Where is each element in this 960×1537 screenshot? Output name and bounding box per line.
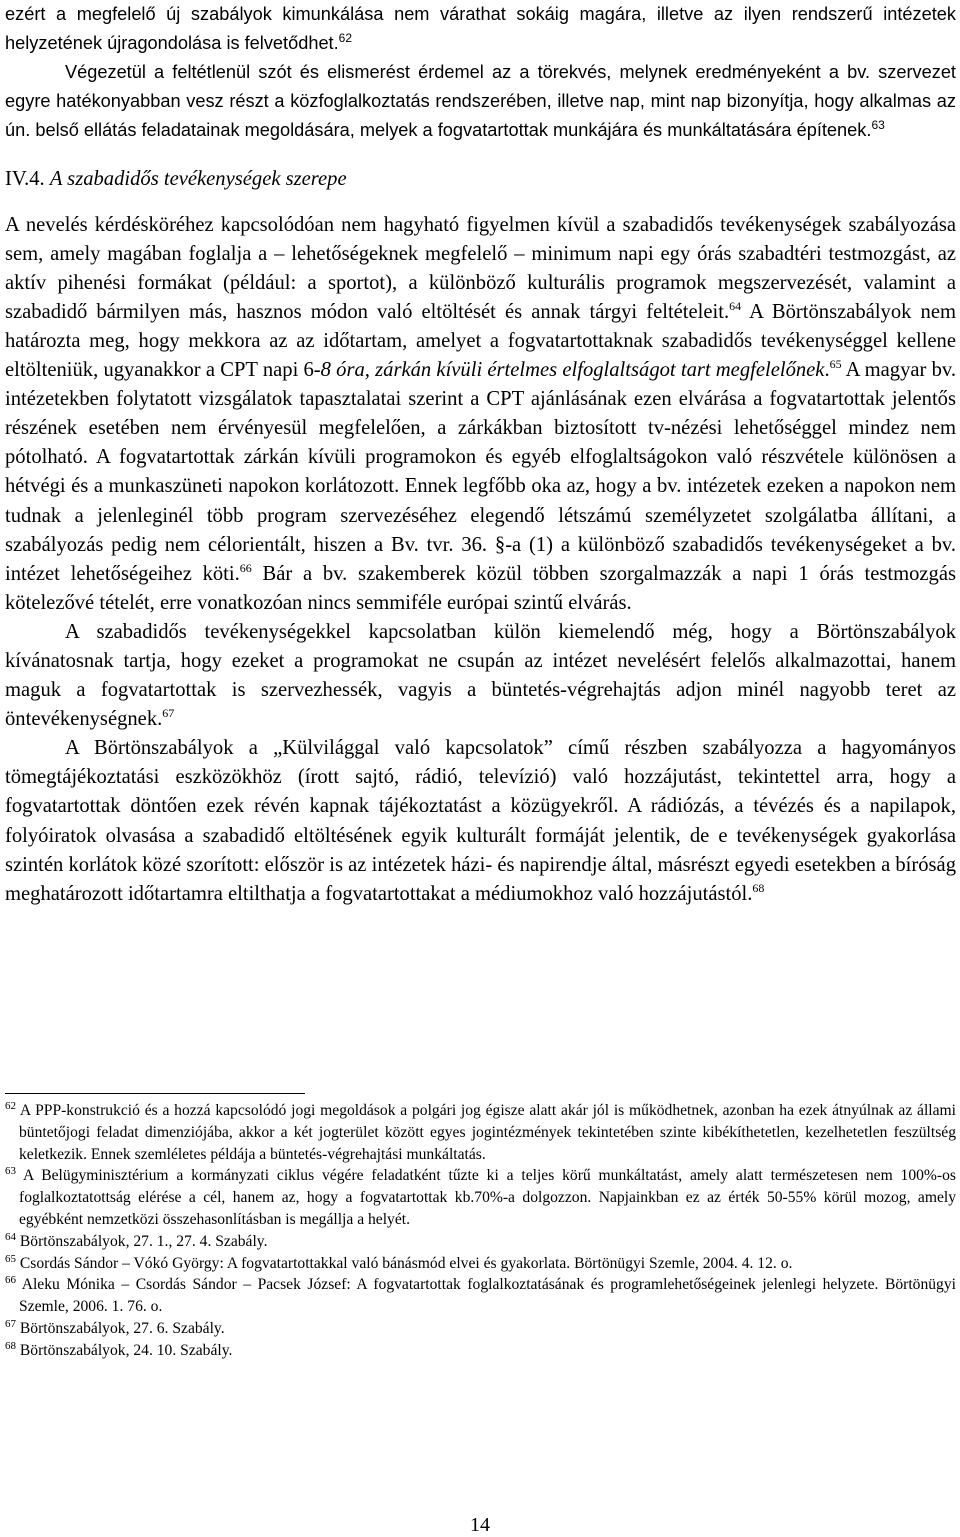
- paragraph-3-text-d: A magyar bv. intézetekben folytatott vizsgálatok tapasztalatai szerint a CPT ajánlásának ezen elvárása a fogvatartottak jelentős részének esetében nem érvényesül megfelelően, a zárkákban biztosított tv-nézési lehetőséggel mindez nem pótolható. A fogvatartottak zárkán kívüli programokon és egyéb elfoglaltságokon való részvétele különösen a hétvégi és a munkaszüneti napokon korlátozott. Ennek legfőbb oka az, hogy a bv. intézetek ezeken a napokon nem tudnak a jelenleginél több program szervezéséhez elegendő létszámú személyzetet szolgálatba állítani, a szabályozás pedig nem célorientált, hiszen a Bv. tvr. 36. §-a (1) a különböző szabadidős tevékenységeket a bv. intézet lehetőségeihez köti.: [5, 359, 957, 585]
- footnote-number: 62: [5, 1099, 16, 1112]
- paragraph-5: [5, 734, 956, 909]
- paragraph-3-text-b: A Börtönszabályok nem határozta meg, hogy mekkora az az időtartam, amelyet a fogvatartottaknak szabadidős tevékenységgel kellene eltölteniük, ugyanakkor a CPT napi 6-: [5, 300, 956, 382]
- footnote-text: A Belügyminisztérium a kormányzati ciklus végére feladatként tűzte ki a teljes körű munkáltatást, amely alatt természetesen nem 100%-os foglalkoztatottság elérése a cél, hanem az, hogy a fogvatartottak kb.70%-a dolgozzon. Napjainkban ez az érték 50-55% körül mozog, amely egyébként nemzetközi összehasonlításban is megállja a helyét.: [19, 1167, 956, 1228]
- paragraph-3-text-c: .: [824, 359, 830, 382]
- footnote-number: 63: [5, 1165, 16, 1178]
- footnote-number: 67: [5, 1317, 16, 1330]
- paragraph-3: [5, 211, 956, 618]
- footnote-text: Börtönszabályok, 24. 10. Szabály.: [19, 1341, 233, 1359]
- footnote-number: 65: [5, 1252, 16, 1265]
- footnote-text: A PPP-konstrukció és a hozzá kapcsolódó jogi megoldások a polgári jog égisze alatt akár jól is működhetnek, azonban ha ezek átnyúlnak az állami büntetőjogi feladat dimenziójába, akkor a két jogterület között egyes jogintézmények tekintetében szinte kibékíthetetlen, kezelhetetlen feszültség keletkezik. Ennek szemléletes példája a büntetés-végrehajtási munkáltatás.: [19, 1102, 956, 1163]
- footnote-63: [5, 1165, 956, 1230]
- footnote-text: Aleku Mónika – Csordás Sándor – Pacsek József: A fogvatartottak foglalkoztatásának és programlehetőségeinek jelenlegi helyzete. Börtönügyi Szemle, 2006. 1. 76. o.: [19, 1276, 956, 1316]
- footnote-68: [5, 1340, 956, 1362]
- footnote-66: [5, 1274, 956, 1318]
- section-number: IV.4.: [5, 168, 45, 191]
- footnote-text: Börtönszabályok, 27. 6. Szabály.: [19, 1319, 225, 1337]
- paragraph-1: [5, 0, 956, 58]
- section-title: A szabadidős tevékenységek szerepe: [49, 168, 347, 191]
- footnotes: [5, 1100, 956, 1362]
- footnote-62: [5, 1100, 956, 1165]
- footnote-number: 64: [5, 1230, 16, 1243]
- footnote-64: [5, 1231, 956, 1253]
- paragraph-1-text: ezért a megfelelő új szabályok kimunkálása nem várathat sokáig magára, illetve az ilyen rendszerű intézetek helyzetének újragondolása is felvetődhet.: [5, 4, 956, 54]
- footnote-ref-66[interactable]: 66: [239, 560, 252, 575]
- paragraph-3-italic: 8 óra, zárkán kívüli értelmes elfoglaltságot tart megfelelőnek: [320, 359, 825, 382]
- footnote-separator: [5, 1093, 305, 1094]
- main-text: [5, 0, 956, 909]
- footnote-ref-65[interactable]: 65: [829, 357, 842, 372]
- footnote-ref-64[interactable]: 64: [729, 298, 742, 313]
- footnote-number: 66: [5, 1274, 16, 1287]
- paragraph-2: [5, 58, 956, 145]
- footnote-ref-68[interactable]: 68: [752, 880, 765, 895]
- paragraph-2-text: Végezetül a feltétlenül szót és elismerést érdemel az a törekvés, melynek eredményeként a bv. szervezet egyre hatékonyabban vesz részt a közfoglalkoztatás rendszerében, illetve nap, mint nap bizonyítja, hogy alkalmas az ún. belső ellátás feladatainak megoldására, melyek a fogvatartottak munkájára és munkáltatására építenek.: [5, 62, 956, 141]
- paragraph-5-text: A Börtönszabályok a „Külvilággal való kapcsolatok” című részben szabályozza a hagyományos tömegtájékoztatási eszközökhöz (írott sajtó, rádió, televízió) való hozzájutást, tekintettel arra, hogy a fogvatartottak döntően ezek révén kapnak tájékoztatást a közügyekről. A rádiózás, a tévézés és a napilapok, folyóiratok olvasása a szabadidő eltöltésének egyik kulturált formáját jelentik, de e tevékenységek gyakorlása szintén korlátok közé szorított: először is az intézetek házi- és napirendje által, másrészt egyedi esetekben a bíróság meghatározott időtartamra eltilthatja a fogvatartottakat a médiumokhoz való hozzájutástól.: [5, 737, 956, 905]
- paragraph-3-text-e: Bár a bv. szakemberek közül többen szorgalmazzák a napi 1 órás testmozgás kötelezővé tételét, erre vonatkozóan nincs semmiféle európai szintű elvárás.: [5, 562, 957, 614]
- footnote-67: [5, 1318, 956, 1340]
- paragraph-4-text: A szabadidős tevékenységekkel kapcsolatban külön kiemelendő még, hogy a Börtönszabályok kívánatosnak tartja, hogy ezeket a programokat ne csupán az intézet nevelésért felelős alkalmazottai, hanem maguk a fogvatartottak is szervezhessék, vagyis a büntetés-végrehajtás adjon minél nagyobb teret az öntevékenységnek.: [5, 620, 956, 731]
- paragraph-4: [5, 618, 956, 734]
- footnote-text: Börtönszabályok, 27. 1., 27. 4. Szabály.: [19, 1232, 268, 1250]
- footnote-ref-67[interactable]: 67: [162, 706, 175, 721]
- footnote-number: 68: [5, 1339, 16, 1352]
- footnote-ref-63[interactable]: 63: [871, 118, 885, 133]
- section-heading: [5, 165, 956, 194]
- footnote-ref-62[interactable]: 62: [338, 31, 353, 46]
- footnote-text: Csordás Sándor – Vókó György: A fogvatartottakkal való bánásmód elvei és gyakorlata. Börtönügyi Szemle, 2004. 4. 12. o.: [19, 1254, 793, 1272]
- footnote-65: [5, 1253, 956, 1275]
- paragraph-3-text-a: A nevelés kérdésköréhez kapcsolódóan nem hagyható figyelmen kívül a szabadidős tevékenységek szabályozása sem, amely magában foglalja a – lehetőségeknek megfelelő – minimum napi egy órás szabadtéri testmozgást, az aktív pihenési formákat (például: a sportot), a különböző kulturális programok megszervezését, valamint a szabadidő bármilyen más, hasznos módon való eltöltését és annak tárgyi feltételeit.: [5, 213, 956, 323]
- page-number: 14: [470, 1514, 490, 1536]
